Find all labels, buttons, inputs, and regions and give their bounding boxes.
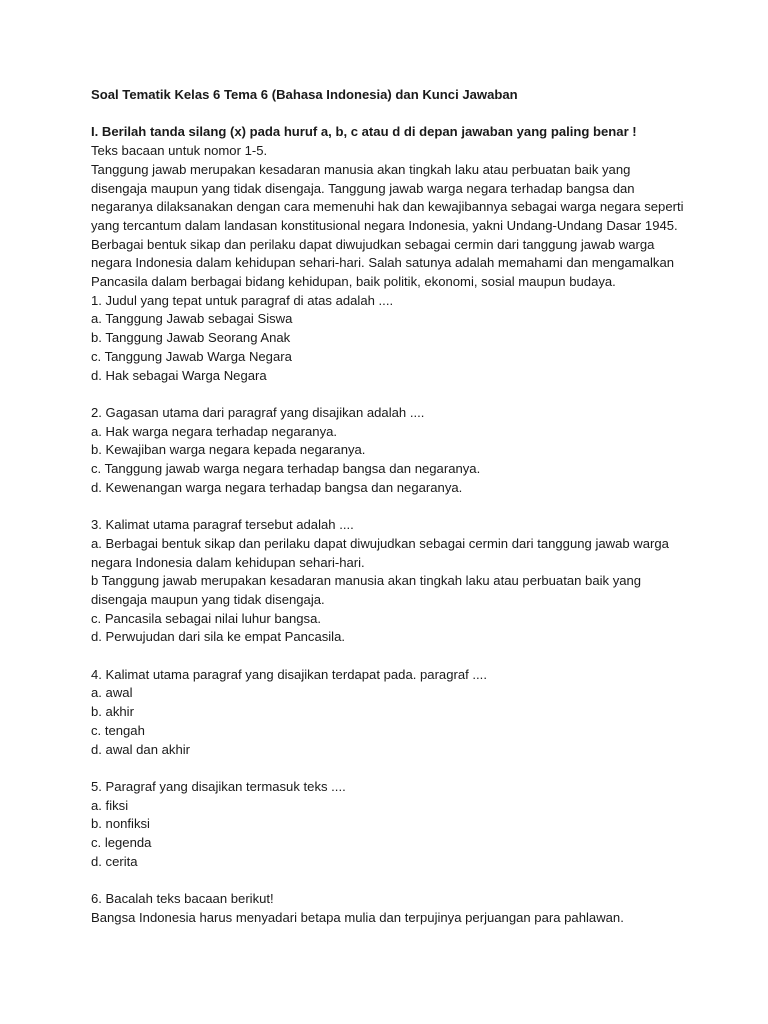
answer-option: c. Tanggung Jawab Warga Negara <box>91 348 292 364</box>
instruction-heading: I. Berilah tanda silang (x) pada huruf a, b, c atau d di depan jawaban yang paling benar ! <box>91 124 637 140</box>
answer-option: c. tengah <box>91 722 145 738</box>
question-1 <box>91 292 731 386</box>
reading-line: negara Indonesia dalam kehidupan sehari-hari. Salah satunya adalah memahami dan mengamalkan <box>91 255 675 271</box>
question-text: 1. Judul yang tepat untuk paragraf di atas adalah .... <box>91 292 394 308</box>
reading-line: disengaja maupun yang tidak disengaja. Tanggung jawab warga negara terhadap bangsa dan <box>91 180 635 196</box>
reading-passage <box>91 161 731 292</box>
question-text: 4. Kalimat utama paragraf yang disajikan terdapat pada. paragraf .... <box>91 666 487 682</box>
answer-option: d. awal dan akhir <box>91 741 190 757</box>
answer-option: d. Hak sebagai Warga Negara <box>91 367 267 383</box>
reading-line: negaranya dilaksanakan dengan cara memenuhi hak dan kewajibannya sebagai warga negara seperti <box>91 199 684 215</box>
reading-line: Berbagai bentuk sikap dan perilaku dapat diwujudkan sebagai cermin dari tanggung jawab warga <box>91 236 655 252</box>
question-5 <box>91 778 731 872</box>
answer-option: b. Tanggung Jawab Seorang Anak <box>91 330 291 346</box>
question-4 <box>91 666 731 760</box>
answer-option: a. fiksi <box>91 797 129 813</box>
question-text: 2. Gagasan utama dari paragraf yang disajikan adalah .... <box>91 404 425 420</box>
answer-option: c. Pancasila sebagai nilai luhur bangsa. <box>91 610 322 626</box>
reading-intro: Teks bacaan untuk nomor 1-5. <box>91 143 268 159</box>
answer-option: d. cerita <box>91 853 138 869</box>
answer-option: a. awal <box>91 685 133 701</box>
reading-line: Bangsa Indonesia harus menyadari betapa mulia dan terpujinya perjuangan para pahlawan. <box>91 909 624 925</box>
answer-option: b Tanggung jawab merupakan kesadaran manusia akan tingkah laku atau perbuatan baik yang <box>91 573 642 589</box>
document-title: Soal Tematik Kelas 6 Tema 6 (Bahasa Indonesia) dan Kunci Jawaban <box>91 87 518 102</box>
answer-option-continuation: negara Indonesia dalam kehidupan sehari-hari. <box>91 554 365 570</box>
answer-option: b. nonfiksi <box>91 816 150 832</box>
reading-line: Pancasila dalam berbagai bidang kehidupan, baik politik, ekonomi, sosial maupun budaya. <box>91 274 616 290</box>
answer-option-continuation: disengaja maupun yang tidak disengaja. <box>91 591 325 607</box>
answer-option: b. Kewajiban warga negara kepada negaranya. <box>91 442 366 458</box>
answer-option: c. legenda <box>91 835 152 851</box>
answer-option: a. Hak warga negara terhadap negaranya. <box>91 423 338 439</box>
answer-option: d. Perwujudan dari sila ke empat Pancasila. <box>91 629 346 645</box>
question-3 <box>91 516 731 647</box>
question-text: 3. Kalimat utama paragraf tersebut adalah .... <box>91 517 354 533</box>
question-text: 6. Bacalah teks bacaan berikut! <box>91 891 274 907</box>
reading-line: yang tercantum dalam landasan konstitusional negara Indonesia, yakni Undang-Undang Dasar 1945. <box>91 217 678 233</box>
answer-option: a. Berbagai bentuk sikap dan perilaku dapat diwujudkan sebagai cermin dari tanggung jawab warga <box>91 535 669 551</box>
answer-option: a. Tanggung Jawab sebagai Siswa <box>91 311 293 327</box>
question-text: 5. Paragraf yang disajikan termasuk teks .... <box>91 778 346 794</box>
reading-line: Tanggung jawab merupakan kesadaran manusia akan tingkah laku atau perbuatan baik yang <box>91 161 631 177</box>
answer-option: b. akhir <box>91 704 134 720</box>
document-page <box>91 86 731 928</box>
answer-option: d. Kewenangan warga negara terhadap bangsa dan negaranya. <box>91 479 463 495</box>
question-6 <box>91 890 731 927</box>
answer-option: c. Tanggung jawab warga negara terhadap bangsa dan negaranya. <box>91 461 481 477</box>
question-2 <box>91 404 731 498</box>
